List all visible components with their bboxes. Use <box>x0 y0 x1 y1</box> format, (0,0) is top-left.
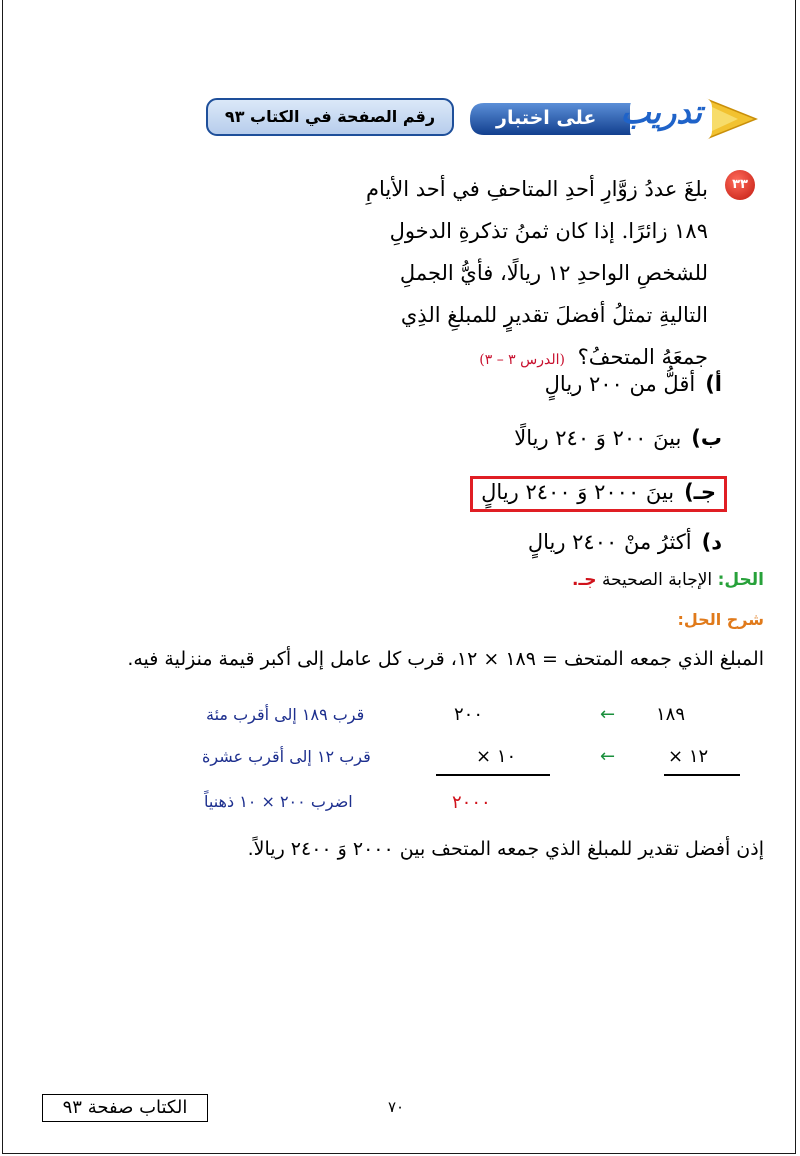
practice-banner <box>462 93 758 141</box>
option-c-correct <box>470 476 727 512</box>
lesson-reference: (الدرس ٣ – ٣) <box>479 352 565 368</box>
page-number: ٧٠ <box>388 1098 405 1116</box>
option-text: أقلُّ من ٢٠٠ ريالٍ <box>544 372 696 396</box>
option-letter: جـ) <box>684 480 716 504</box>
step-note: اضرب ٢٠٠ × ١٠ ذهنياً <box>204 792 353 811</box>
step-original: ١٢ × <box>668 746 709 767</box>
practice-subtitle: على اختبار <box>496 107 597 129</box>
option-b <box>514 426 722 450</box>
option-text: بينَ ٢٠٠٠ وَ ٢٤٠٠ ريالٍ <box>481 480 675 504</box>
step-original: ١٨٩ <box>656 704 686 725</box>
solution-conclusion: إذن أفضل تقدير للمبلغ الذي جمعه المتحف بين ٢٠٠٠ وَ ٢٤٠٠ ريالاً. <box>247 838 764 860</box>
sum-rule <box>436 774 550 776</box>
option-letter: أ) <box>705 372 722 396</box>
question-line: بلغَ عددُ زوَّارِ أحدِ المتاحفِ في أحد الأيامِ <box>366 177 708 201</box>
option-d <box>528 530 722 554</box>
step-result: ٢٠٠٠ <box>452 792 491 813</box>
book-page-box: الكتاب صفحة ٩٣ <box>42 1094 208 1122</box>
solution-label: الحل: <box>717 570 764 590</box>
question-line: التاليةِ تمثلُ أفضلَ تقديرٍ للمبلغِ الذِي <box>400 303 708 327</box>
step-note: قرب ١٨٩ إلى أقرب مئة <box>206 705 365 724</box>
option-text: بينَ ٢٠٠ وَ ٢٤٠ ريالًا <box>514 426 682 450</box>
solution-answer <box>572 570 764 590</box>
solution-statement: المبلغ الذي جمعه المتحف = ١٨٩ × ١٢، قرب كل عامل إلى أكبر قيمة منزلية فيه. <box>127 648 764 670</box>
sum-rule <box>664 774 740 776</box>
option-a <box>545 372 722 396</box>
answer-text: الإجابة الصحيحة <box>601 570 713 590</box>
answer-letter: جـ. <box>572 570 597 590</box>
option-letter: ب) <box>691 426 722 450</box>
question-text <box>268 168 708 381</box>
step-rounded: ٢٠٠ <box>454 704 484 725</box>
arrow-icon: ← <box>600 746 616 767</box>
question-line: للشخصِ الواحدِ ١٢ ريالًا، فأيُّ الجملِ <box>399 261 708 285</box>
step-rounded: ١٠ × <box>476 746 517 767</box>
question-line: ١٨٩ زائرًا. إذا كان ثمنُ تذكرةِ الدخولِ <box>389 219 708 243</box>
option-letter: د) <box>701 530 722 554</box>
question-number-badge: ٣٣ <box>725 170 755 200</box>
explanation-title: شرح الحل: <box>677 610 764 629</box>
practice-word: تدريب <box>620 93 702 131</box>
arrow-icon: ← <box>600 704 616 725</box>
book-page-reference: رقم الصفحة في الكتاب ٩٣ <box>206 98 454 136</box>
question-line-text: جمعَهُ المتحفُ؟ <box>577 345 708 369</box>
option-text: أكثرُ منْ ٢٤٠٠ ريالٍ <box>527 530 692 554</box>
step-note: قرب ١٢ إلى أقرب عشرة <box>202 747 371 766</box>
